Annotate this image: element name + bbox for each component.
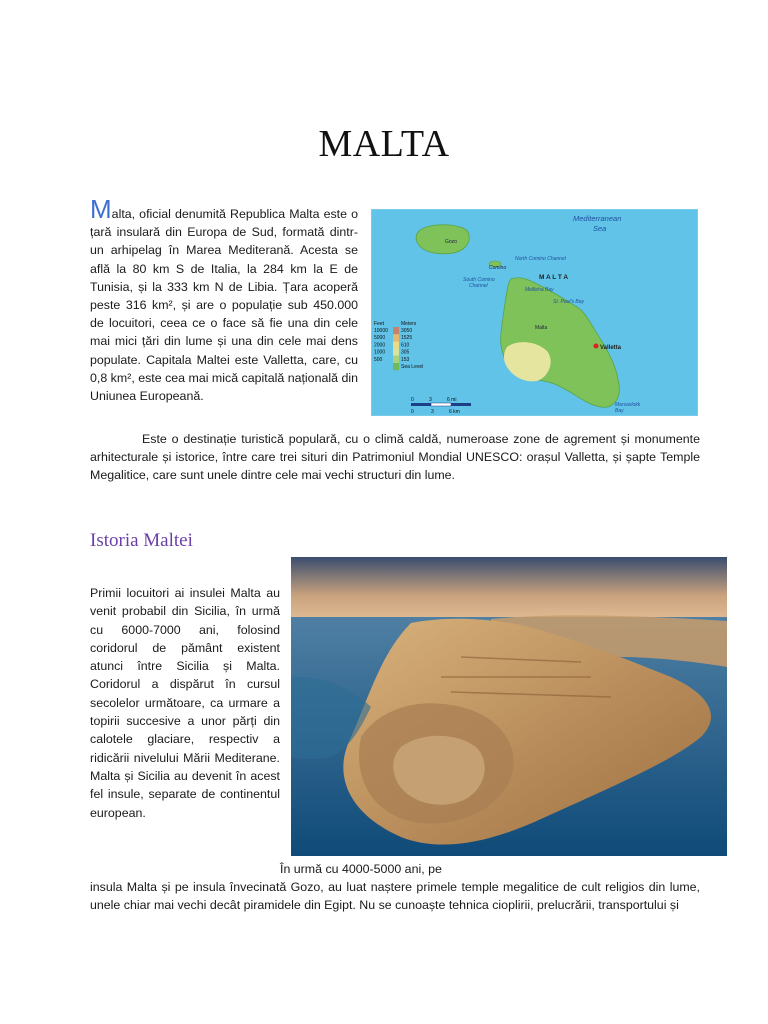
label-country: M A L T A — [539, 274, 569, 281]
label-sea-2: Sea — [593, 224, 607, 233]
legend-meters-value: 153 — [401, 356, 410, 363]
label-comino: Comino — [489, 265, 507, 271]
legend-feet-value: 1000 — [374, 349, 386, 356]
gozo-island — [416, 225, 469, 254]
temples-rest: insula Malta și pe insula învecinată Gozo, au luat naștere primele temple megalitice de cult religios din lume, unele chiar mai vechi decât piramidele din Egipt. Nu se cunoaște tehnica cioplirii, prelucrării, transportului și — [90, 880, 700, 913]
photo-sky — [291, 557, 727, 627]
intro-paragraph — [90, 194, 358, 405]
drop-cap: M — [90, 194, 112, 224]
legend-meters-value: 305 — [401, 349, 410, 356]
scale-km-3: 3 — [431, 409, 434, 415]
label-marsaxlokk-2: Bay — [615, 408, 624, 414]
legend-swatch — [393, 334, 399, 341]
legend-meters-value: 1525 — [401, 335, 413, 342]
tourism-paragraph: Este o destinație turistică populară, cu o climă caldă, numeroase zone de agrement și monumente arhitecturale și istorice, între care trei situri din Patrimoniul Mondial UNESCO: orașul Valletta, și șapte Temple Megalitice, care sunt unele dintre cele mai vechi structuri din lume. — [90, 432, 700, 483]
legend-feet-value: 500 — [374, 356, 383, 363]
scale-km-6: 6 km — [449, 409, 460, 415]
label-north-channel: North Comino Channel — [515, 256, 566, 262]
map-svg — [371, 209, 698, 416]
label-south-channel-1: South Comino — [463, 277, 495, 283]
valletta-marker — [594, 344, 599, 349]
label-mellieha-bay: Mellieha Bay — [525, 287, 554, 293]
legend-sea-level: Sea Level — [401, 364, 424, 370]
label-sea-1: Mediterranean — [573, 214, 622, 223]
legend-meters-value: 3050 — [401, 328, 413, 334]
legend-feet-header: Feet — [374, 321, 385, 327]
legend-swatch — [393, 349, 399, 356]
label-st-pauls-bay: St. Paul's Bay — [553, 299, 584, 305]
label-marsaxlokk-1: Marsaxlokk — [615, 402, 641, 408]
temples-lead: În urmă cu 4000-5000 ani, pe — [280, 862, 442, 876]
malta-map — [371, 209, 698, 416]
label-gozo: Gozo — [445, 239, 457, 245]
legend-feet-value: 5000 — [374, 335, 386, 342]
label-south-channel-2: Channel — [469, 283, 488, 289]
legend-swatch — [393, 327, 399, 334]
legend-meters-header: Meters — [401, 321, 417, 327]
scale-mi-6: 6 mi — [447, 397, 457, 403]
label-valletta: Valletta — [600, 345, 622, 351]
intro-text: alta, oficial denumită Republica Malta este o țară insulară din Europa de Sud, formată dintr-un arhipelag în Marea Mediterană. Acesta se află la 80 km S de Italia, la 284 km la E de Tunisia, și la 333 km N de Libia. Țara acoperă peste 316 km², și are o populație sub 450.000 de locuitori, ceea ce o face să fie una din cele mai mici țări din lume și una din cele mai dens populate. Capitala Maltei este Valletta, care, cu 0,8 km², este cea mai mică capitală națională din Uniunea Europeană. — [90, 207, 358, 404]
legend-swatch — [393, 363, 399, 370]
scale-km-0: 0 — [411, 409, 414, 415]
section-heading: Istoria Maltei — [90, 530, 193, 551]
legend-feet-value: 2000 — [374, 342, 386, 349]
legend-swatch — [393, 356, 399, 363]
scale-mi-3: 3 — [429, 397, 432, 403]
history-paragraph: Primii locuitori ai insulei Malta au venit probabil din Sicilia, în urmă cu 6000-7000 ani, folosind coridorul de pământ existent atunci între Sicilia și Malta. Coridorul a dispărut în cursul secolelor următoare, ca urmare a topirii succesive a unor părți din calotele glaciare, respectiv a ridicării nivelului Mării Mediterane. Malta și Sicilia au devenit în acest fel insule, separate de continentul european. — [90, 586, 280, 820]
photo-svg — [291, 557, 727, 856]
legend-swatch — [393, 341, 399, 348]
temples-paragraph — [90, 860, 700, 915]
legend-meters-value: 610 — [401, 342, 410, 349]
label-malta: Malta — [535, 325, 548, 331]
legend-feet-value: 10000 — [374, 328, 388, 334]
page-title: MALTA — [318, 123, 450, 165]
scale-mi-0: 0 — [411, 397, 414, 403]
valletta-aerial-photo — [291, 557, 727, 856]
